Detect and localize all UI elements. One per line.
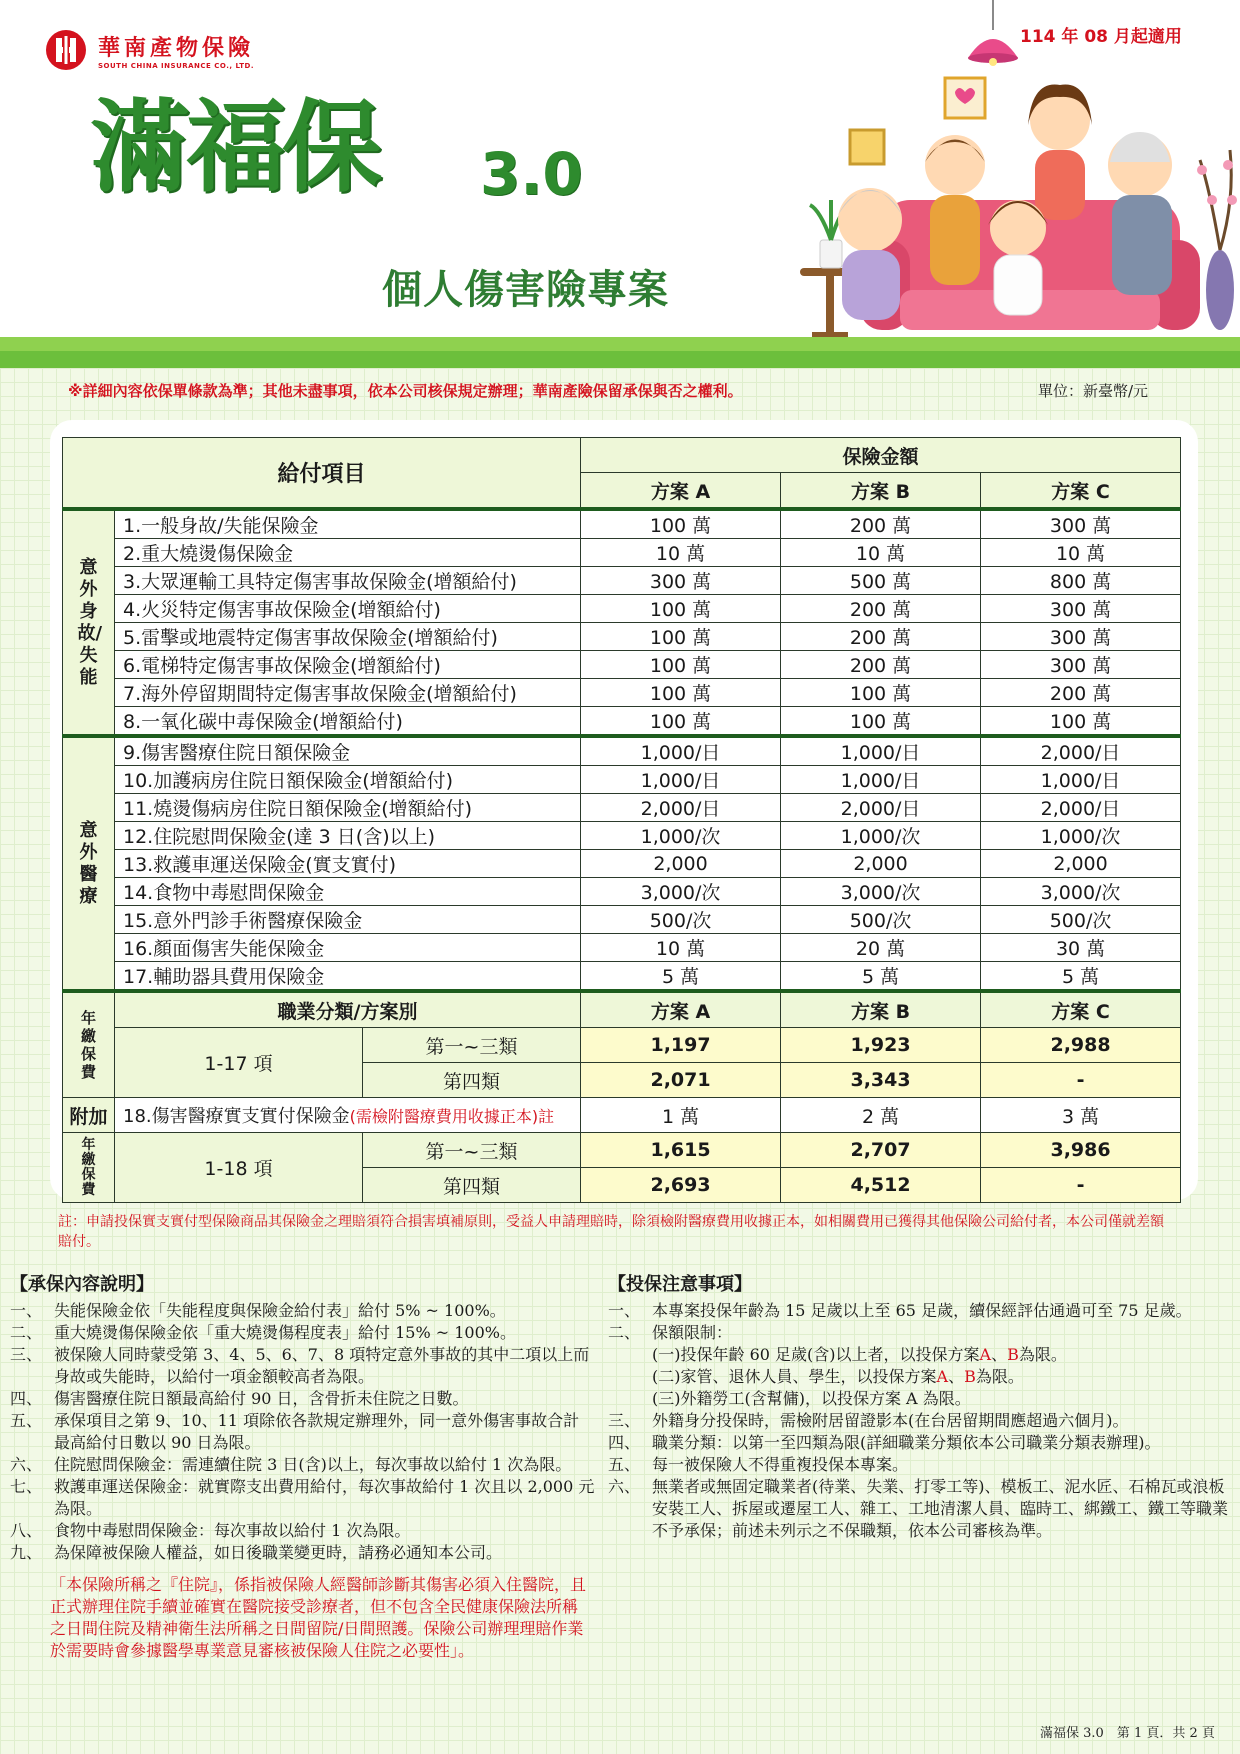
addon-item xyxy=(115,1098,581,1133)
premium-label-1: 年繳保費 xyxy=(63,991,115,1098)
list-item: 四、 傷害醫療住院日額最高給付 90 日，含骨折未住院之日數。 xyxy=(10,1389,469,1408)
table-row xyxy=(63,850,1181,878)
plan-b-value: 2 萬 xyxy=(781,1098,981,1133)
table-row xyxy=(63,736,1181,766)
table-row xyxy=(63,878,1181,906)
table-row xyxy=(63,595,1181,623)
plan-a-value: 300 萬 xyxy=(581,567,781,595)
coverage-range-1: 1-17 項 xyxy=(115,1028,363,1098)
coverage-description-title: 【承保內容說明】 xyxy=(10,1274,154,1295)
plan-c-value: 500/次 xyxy=(981,906,1181,934)
benefit-item: 4.火災特定傷害事故保險金(增額給付) xyxy=(115,595,581,623)
plan-a-value: 1 萬 xyxy=(581,1098,781,1133)
plan-c-value: 2,000/日 xyxy=(981,736,1181,766)
list-item: 一、 失能保險金依「失能程度與保險金給付表」給付 5% ~ 100%。 xyxy=(10,1301,506,1320)
premium-value: 4,512 xyxy=(781,1168,981,1203)
plan-b-value: 200 萬 xyxy=(781,651,981,679)
plan-a-value: 100 萬 xyxy=(581,623,781,651)
plan-b-header: 方案 B xyxy=(781,991,981,1028)
company-logo xyxy=(44,28,254,72)
coverage-range-2: 1-18 項 xyxy=(115,1133,363,1203)
benefit-table xyxy=(62,437,1181,1203)
plan-b-value: 10 萬 xyxy=(781,539,981,567)
benefit-item: 8.一氧化碳中毒保險金(增額給付) xyxy=(115,707,581,737)
plan-b-value: 500/次 xyxy=(781,906,981,934)
premium-value: - xyxy=(981,1063,1181,1098)
benefit-item: 5.雷擊或地震特定傷害事故保險金(增額給付) xyxy=(115,623,581,651)
plan-c-value: 300 萬 xyxy=(981,623,1181,651)
list-item: 七、 救護車運送保險金：就實際支出費用給付，每次事故給付 1 次且以 2,000 元為限。 xyxy=(10,1477,595,1518)
hospitalization-definition-note: 「本保險所稱之『住院』，係指被保險人經醫師診斷其傷害必須入住醫院，且正式辦理住院手續並確實在醫院接受診療者，但不包含全民健康保險法所稱之日間住院及精神衛生法所稱之日間留院/日間照護。保險公司辦理理賠作業於需要時會參據醫學專業意見審核被保險人住院之必要性」。 xyxy=(50,1575,587,1660)
company-name-en: SOUTH CHINA INSURANCE CO., LTD. xyxy=(98,61,255,70)
addon-item-name: 18.傷害醫療實支實付保險金 xyxy=(123,1106,350,1127)
header xyxy=(0,0,1240,340)
product-subtitle: 個人傷害險專案 xyxy=(382,267,669,313)
plan-c-value: 2,000/日 xyxy=(981,794,1181,822)
plan-a-header: 方案 A xyxy=(581,991,781,1028)
plan-c-value: 3 萬 xyxy=(981,1098,1181,1133)
product-version: 3.0 xyxy=(480,140,583,208)
plan-b-value: 1,000/次 xyxy=(781,822,981,850)
list-item: (二)家管、退休人員、學生，以投保方案A、B為限。 xyxy=(652,1367,1024,1386)
plan-c-value: 5 萬 xyxy=(981,962,1181,992)
table-row xyxy=(63,623,1181,651)
amount-header: 保險金額 xyxy=(581,438,1181,473)
plan-a-value: 100 萬 xyxy=(581,707,781,737)
plan-a-value: 1,000/次 xyxy=(581,822,781,850)
item-header: 給付項目 xyxy=(63,438,581,510)
plan-c-value: 200 萬 xyxy=(981,679,1181,707)
plan-c-value: 2,000 xyxy=(981,850,1181,878)
occupation-class-1-3: 第一~三類 xyxy=(363,1028,581,1063)
effective-date: 114 年 08 月起適用 xyxy=(1020,27,1182,47)
plan-b-value: 5 萬 xyxy=(781,962,981,992)
table-row xyxy=(63,794,1181,822)
list-item: 二、 保額限制： xyxy=(608,1323,733,1342)
company-name-zh: 華南產物保險 xyxy=(98,34,255,61)
plan-c-value: 100 萬 xyxy=(981,707,1181,737)
coverage-description-list xyxy=(10,1300,595,1564)
benefit-item: 9.傷害醫療住院日額保險金 xyxy=(115,736,581,766)
page-footer: 滿福保 3.0 第 1 頁．共 2 頁 xyxy=(1040,1726,1215,1741)
premium-value: 2,707 xyxy=(781,1133,981,1168)
premium-value: 1,923 xyxy=(781,1028,981,1063)
plan-a-value: 10 萬 xyxy=(581,934,781,962)
plan-c-value: 300 萬 xyxy=(981,651,1181,679)
plan-b-value: 1,000/日 xyxy=(781,736,981,766)
table-row xyxy=(63,766,1181,794)
plan-c-value: 800 萬 xyxy=(981,567,1181,595)
plan-b-value: 200 萬 xyxy=(781,595,981,623)
family-illustration xyxy=(760,70,1240,338)
premium-value: 3,986 xyxy=(981,1133,1181,1168)
occupation-class-1-3: 第一~三類 xyxy=(363,1133,581,1168)
plan-b-value: 3,000/次 xyxy=(781,878,981,906)
plan-a-value: 100 萬 xyxy=(581,509,781,539)
plan-c-value: 300 萬 xyxy=(981,595,1181,623)
list-item: 九、 為保障被保險人權益，如日後職業變更時，請務必通知本公司。 xyxy=(10,1543,503,1562)
occupation-header: 職業分類/方案別 xyxy=(115,991,581,1028)
plan-b-value: 500 萬 xyxy=(781,567,981,595)
plan-a-value: 2,000/日 xyxy=(581,794,781,822)
plan-b-header: 方案 B xyxy=(781,473,981,510)
plan-a-value: 2,000 xyxy=(581,850,781,878)
premium-value: 3,343 xyxy=(781,1063,981,1098)
application-notes-title: 【投保注意事項】 xyxy=(608,1274,752,1295)
table-row xyxy=(63,934,1181,962)
benefit-item: 10.加護病房住院日額保險金(增額給付) xyxy=(115,766,581,794)
list-item: 六、 無業者或無固定職業者(待業、失業、打零工等)、模板工、泥水匠、石棉瓦或浪板安裝工人、拆屋或遷屋工人、雜工、工地清潔人員、臨時工、綁鐵工、鐵工等職業不予承保；前述未列示之不保職類，依本公司審核為準。 xyxy=(608,1477,1229,1540)
benefit-item: 7.海外停留期間特定傷害事故保險金(增額給付) xyxy=(115,679,581,707)
benefit-item: 6.電梯特定傷害事故保險金(增額給付) xyxy=(115,651,581,679)
benefit-item: 1.一般身故/失能保險金 xyxy=(115,509,581,539)
lamp-illustration xyxy=(958,0,1028,66)
addon-label: 附加 xyxy=(63,1098,115,1133)
benefit-item: 13.救護車運送保險金(實支實付) xyxy=(115,850,581,878)
coverage-limit-sublist xyxy=(608,1344,1240,1410)
application-notes-list-rest xyxy=(608,1410,1240,1542)
coverage-description xyxy=(10,1270,595,1662)
plan-c-value: 3,000/次 xyxy=(981,878,1181,906)
plan-c-header: 方案 C xyxy=(981,991,1181,1028)
header-band-dark xyxy=(0,351,1240,368)
table-row xyxy=(63,1028,1181,1063)
table-row xyxy=(63,679,1181,707)
premium-label-2: 年繳保費 xyxy=(63,1133,115,1203)
product-title: 滿福保 xyxy=(90,89,378,206)
plan-c-value: 30 萬 xyxy=(981,934,1181,962)
application-notes-list xyxy=(608,1300,1240,1344)
benefit-item: 14.食物中毒慰問保險金 xyxy=(115,878,581,906)
table-row xyxy=(63,567,1181,595)
benefit-item: 17.輔助器具費用保險金 xyxy=(115,962,581,992)
group-label-medical: 意外醫療 xyxy=(63,736,115,991)
table-row xyxy=(63,822,1181,850)
plan-b-value: 100 萬 xyxy=(781,679,981,707)
premium-value: 2,071 xyxy=(581,1063,781,1098)
premium-value: 2,988 xyxy=(981,1028,1181,1063)
plan-a-header: 方案 A xyxy=(581,473,781,510)
plan-c-value: 1,000/次 xyxy=(981,822,1181,850)
plan-b-value: 2,000 xyxy=(781,850,981,878)
plan-a-value: 1,000/日 xyxy=(581,736,781,766)
list-item: 八、 食物中毒慰問保險金：每次事故以給付 1 次為限。 xyxy=(10,1521,411,1540)
group-label-death-disability: 意外身故/失能 xyxy=(63,509,115,736)
table-row xyxy=(63,962,1181,992)
benefit-item: 15.意外門診手術醫療保險金 xyxy=(115,906,581,934)
plan-b-value: 200 萬 xyxy=(781,509,981,539)
table-row xyxy=(63,651,1181,679)
table-row xyxy=(63,991,1181,1028)
list-item: (三)外籍勞工(含幫傭)，以投保方案 A 為限。 xyxy=(652,1389,971,1408)
plan-a-value: 5 萬 xyxy=(581,962,781,992)
plan-a-value: 100 萬 xyxy=(581,651,781,679)
plan-b-value: 200 萬 xyxy=(781,623,981,651)
plan-c-header: 方案 C xyxy=(981,473,1181,510)
list-item: (一)投保年齡 60 足歲(含)以上者，以投保方案A、B為限。 xyxy=(652,1345,1067,1364)
premium-value: 1,197 xyxy=(581,1028,781,1063)
occupation-class-4: 第四類 xyxy=(363,1063,581,1098)
list-item: 三、 被保險人同時蒙受第 3、4、5、6、7、8 項特定意外事故的其中二項以上而身故或失能時，以給付一項金額較高者為限。 xyxy=(10,1345,590,1386)
plan-a-value: 10 萬 xyxy=(581,539,781,567)
benefit-item: 2.重大燒燙傷保險金 xyxy=(115,539,581,567)
header-band-light xyxy=(0,337,1240,351)
premium-value: 1,615 xyxy=(581,1133,781,1168)
company-logo-icon xyxy=(44,28,88,72)
application-notes xyxy=(608,1270,1240,1542)
plan-b-value: 2,000/日 xyxy=(781,794,981,822)
list-item: 一、 本專案投保年齡為 15 足歲以上至 65 足歲，續保經評估通過可至 75 足歲。 xyxy=(608,1301,1192,1320)
disclaimer-notice: ※詳細內容依保單條款為準；其他未盡事項，依本公司核保規定辦理；華南產險保留承保與否之權利。 xyxy=(68,382,743,400)
addon-item-note: (需檢附醫療費用收據正本)註 xyxy=(349,1107,555,1126)
table-row xyxy=(63,906,1181,934)
plan-a-value: 100 萬 xyxy=(581,679,781,707)
list-item: 二、 重大燒燙傷保險金依「重大燒燙傷程度表」給付 15% ~ 100%。 xyxy=(10,1323,516,1342)
table-row xyxy=(63,707,1181,737)
benefit-item: 11.燒燙傷病房住院日額保險金(增額給付) xyxy=(115,794,581,822)
table-row xyxy=(63,1133,1181,1168)
benefit-item: 12.住院慰問保險金(達 3 日(含)以上) xyxy=(115,822,581,850)
occupation-class-4: 第四類 xyxy=(363,1168,581,1203)
plan-b-value: 20 萬 xyxy=(781,934,981,962)
plan-b-value: 1,000/日 xyxy=(781,766,981,794)
plan-c-value: 10 萬 xyxy=(981,539,1181,567)
plan-a-value: 100 萬 xyxy=(581,595,781,623)
plan-c-value: 300 萬 xyxy=(981,509,1181,539)
table-row xyxy=(63,509,1181,539)
list-item: 五、 承保項目之第 9、10、11 項除依各款規定辦理外，同一意外傷害事故合計最高給付日數以 90 日為限。 xyxy=(10,1411,580,1452)
list-item: 三、 外籍身分投保時，需檢附居留證影本(在台居留期間應超過六個月)。 xyxy=(608,1411,1129,1430)
list-item: 六、 住院慰問保險金：需連續住院 3 日(含)以上，每次事故以給付 1 次為限。 xyxy=(10,1455,572,1474)
plan-a-value: 3,000/次 xyxy=(581,878,781,906)
plan-a-value: 1,000/日 xyxy=(581,766,781,794)
currency-unit: 單位：新臺幣/元 xyxy=(1038,382,1149,400)
benefit-item: 3.大眾運輸工具特定傷害事故保險金(增額給付) xyxy=(115,567,581,595)
premium-value: 2,693 xyxy=(581,1168,781,1203)
list-item: 五、 每一被保險人不得重複投保本專案。 xyxy=(608,1455,909,1474)
plan-b-value: 100 萬 xyxy=(781,707,981,737)
plan-a-value: 500/次 xyxy=(581,906,781,934)
table-row xyxy=(63,1098,1181,1133)
list-item: 四、 職業分類：以第一至四類為限(詳細職業分類依本公司職業分類表辦理)。 xyxy=(608,1433,1161,1452)
benefit-item: 16.顏面傷害失能保險金 xyxy=(115,934,581,962)
table-footnote: 註：申請投保實支實付型保險商品其保險金之理賠須符合損害填補原則，受益人申請理賠時，除須檢附醫療費用收據正本，如相關費用已獲得其他保險公司給付者，本公司僅就差額賠付。 xyxy=(58,1214,1164,1250)
premium-value: - xyxy=(981,1168,1181,1203)
plan-c-value: 1,000/日 xyxy=(981,766,1181,794)
table-row xyxy=(63,539,1181,567)
